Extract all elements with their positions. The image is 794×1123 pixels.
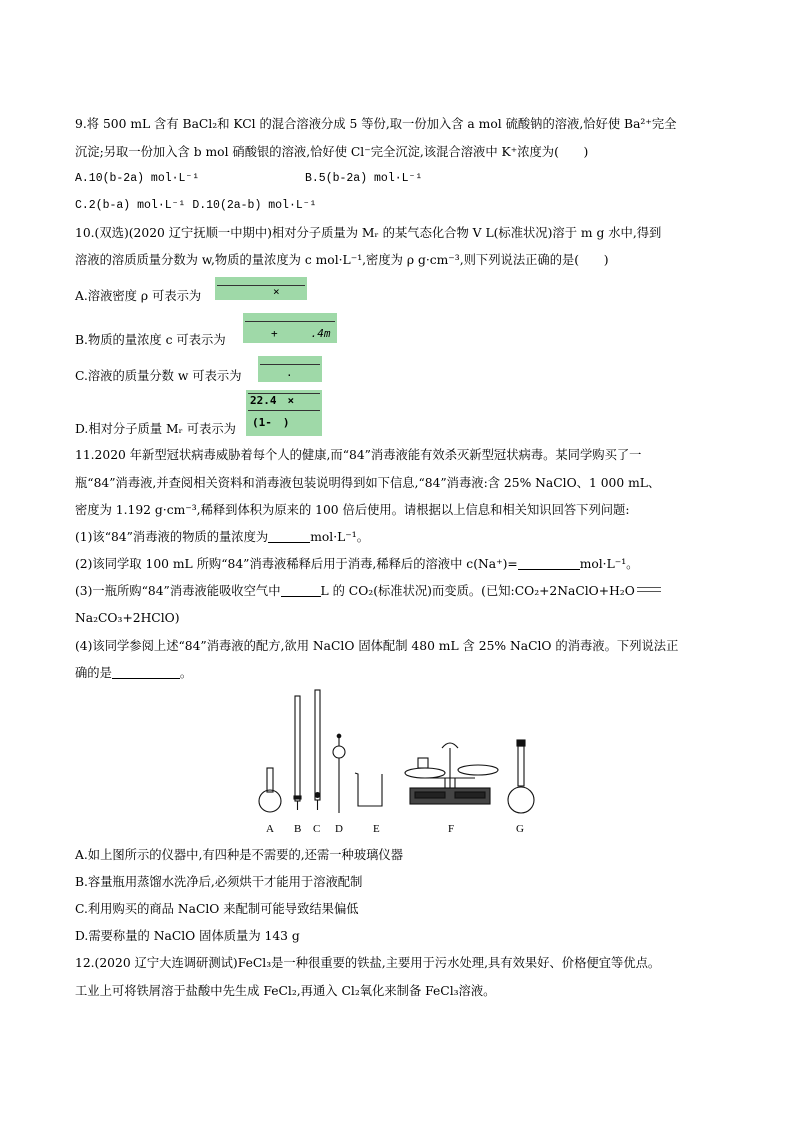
q10-option-c-formula-text: . — [286, 366, 293, 379]
q9-option-a: A.10(b-2a) mol·L⁻¹ — [75, 172, 200, 185]
q10-option-a-formula-text: × — [273, 285, 280, 298]
q10-option-d-numerator: 22.4 × — [250, 394, 295, 407]
q10-option-c-formula — [258, 356, 322, 382]
q11-part4-line2 — [75, 664, 192, 682]
q11-option-c: C.利用购买的商品 NaClO 来配制可能导致结果偏低 — [75, 902, 359, 916]
q10-line2: 溶液的溶质质量分数为 w,物质的量浓度为 c mol·L⁻¹,密度为 ρ g·cm⁻³,则下列说法正确的是( ) — [75, 253, 609, 267]
q10-option-c: C.溶液的质量分数 w 可表示为 — [75, 369, 242, 383]
volumetric-flask-icon — [508, 740, 534, 813]
apparatus-label-d: D — [335, 823, 343, 835]
q11-part2-blank — [518, 557, 580, 570]
q9-line1: 9.将 500 mL 含有 BaCl₂和 KCl 的混合溶液分成 5 等份,取一份加入含 a mol 硫酸钠的溶液,恰好使 Ba²⁺完全 — [75, 117, 677, 131]
q11-part3-cont: Na₂CO₃+2HClO) — [75, 611, 180, 625]
q12-line2: 工业上可将铁屑溶于盐酸中先生成 FeCl₂,再通入 Cl₂氧化来制备 FeCl₃溶液。 — [75, 984, 496, 998]
q11-part3 — [75, 582, 661, 600]
q11-line3: 密度为 1.192 g·cm⁻³,稀释到体积为原来的 100 倍后使用。请根据以上信息和相关知识回答下列问题: — [75, 503, 630, 517]
beaker-icon — [355, 773, 382, 806]
q11-line1: 11.2020 年新型冠状病毒威胁着每个人的健康,而“84”消毒液能有效杀灭新型冠状病毒。某同学购买了一 — [75, 448, 642, 462]
q12-line1: 12.(2020 辽宁大连调研测试)FeCl₃是一种很重要的铁盐,主要用于污水处理,具有效果好、价格便宜等优点。 — [75, 956, 661, 970]
q11-part1-unit: mol·L⁻¹。 — [310, 530, 369, 544]
q11-part2-unit: mol·L⁻¹。 — [579, 557, 639, 571]
q10-option-b-formula-text: + .4m — [271, 327, 331, 340]
q10-option-a-formula — [215, 277, 307, 300]
apparatus-drawing — [250, 688, 560, 838]
apparatus-label-b: B — [294, 823, 302, 835]
burette-icon-2 — [315, 690, 320, 810]
apparatus-label-c: C — [313, 823, 321, 835]
burette-icon — [294, 696, 301, 810]
q10-option-d: D.相对分子质量 Mᵣ 可表示为 — [75, 422, 236, 436]
q11-option-d: D.需要称量的 NaClO 固体质量为 143 g — [75, 929, 300, 943]
separatory-funnel-icon — [333, 734, 345, 813]
q9-options-row1 — [75, 170, 715, 188]
q11-option-b: B.容量瓶用蒸馏水洗净后,必须烘干才能用于溶液配制 — [75, 875, 363, 889]
balance-icon — [405, 743, 498, 804]
q10-option-b-formula — [243, 313, 337, 343]
q11-part4-blank — [112, 666, 180, 679]
q10-option-a: A.溶液密度 ρ 可表示为 — [75, 289, 202, 303]
q9-option-b: B.5(b-2a) mol·L⁻¹ — [305, 172, 423, 185]
q11-part3-blank — [281, 584, 321, 597]
apparatus-label-a: A — [266, 823, 274, 835]
q10-option-d-denominator: (1- ) — [252, 416, 290, 429]
apparatus-figure — [250, 688, 560, 838]
apparatus-label-e: E — [373, 823, 380, 835]
q10-option-d-formula — [246, 390, 322, 436]
q11-part2-text: (2)该同学取 100 mL 所购“84”消毒液稀释后用于消毒,稀释后的溶液中 c(Na⁺)= — [75, 557, 518, 571]
q11-part4-end: 。 — [179, 666, 193, 680]
q11-part1 — [75, 528, 369, 546]
q11-part1-text: (1)该“84”消毒液的物质的量浓度为 — [75, 530, 269, 544]
q11-part3-equation: L 的 CO₂(标准状况)而变质。(已知:CO₂+2NaClO+H₂O — [320, 584, 635, 598]
apparatus-label-g: G — [516, 823, 524, 835]
q11-option-a: A.如上图所示的仪器中,有四种是不需要的,还需一种玻璃仪器 — [75, 848, 404, 862]
flask-icon — [259, 768, 281, 812]
q11-part2 — [75, 555, 638, 573]
q11-part1-blank — [268, 530, 310, 543]
q11-line2: 瓶“84”消毒液,并查阅相关资料和消毒液包装说明得到如下信息,“84”消毒液:含 25% NaClO、1 000 mL、 — [75, 476, 661, 490]
q11-part4-line1: (4)该同学参阅上述“84”消毒液的配方,欲用 NaClO 固体配制 480 mL 含 25% NaClO 的消毒液。下列说法正 — [75, 639, 679, 653]
apparatus-label-f: F — [448, 823, 455, 835]
q10-line1: 10.(双选)(2020 辽宁抚顺一中期中)相对分子质量为 Mᵣ 的某气态化合物 V L(标准状况)溶于 m g 水中,得到 — [75, 226, 662, 240]
q9-options-row2: C.2(b-a) mol·L⁻¹ D.10(2a-b) mol·L⁻¹ — [75, 199, 317, 212]
equals-sign-icon — [637, 587, 661, 592]
q10-option-b: B.物质的量浓度 c 可表示为 — [75, 333, 226, 347]
q9-line2: 沉淀;另取一份加入含 b mol 硝酸银的溶液,恰好使 Cl⁻完全沉淀,该混合溶液中 K⁺浓度为( ) — [75, 145, 589, 159]
q11-part3-text: (3)一瓶所购“84”消毒液能吸收空气中 — [75, 584, 281, 598]
q11-part4-text: 确的是 — [75, 666, 112, 680]
